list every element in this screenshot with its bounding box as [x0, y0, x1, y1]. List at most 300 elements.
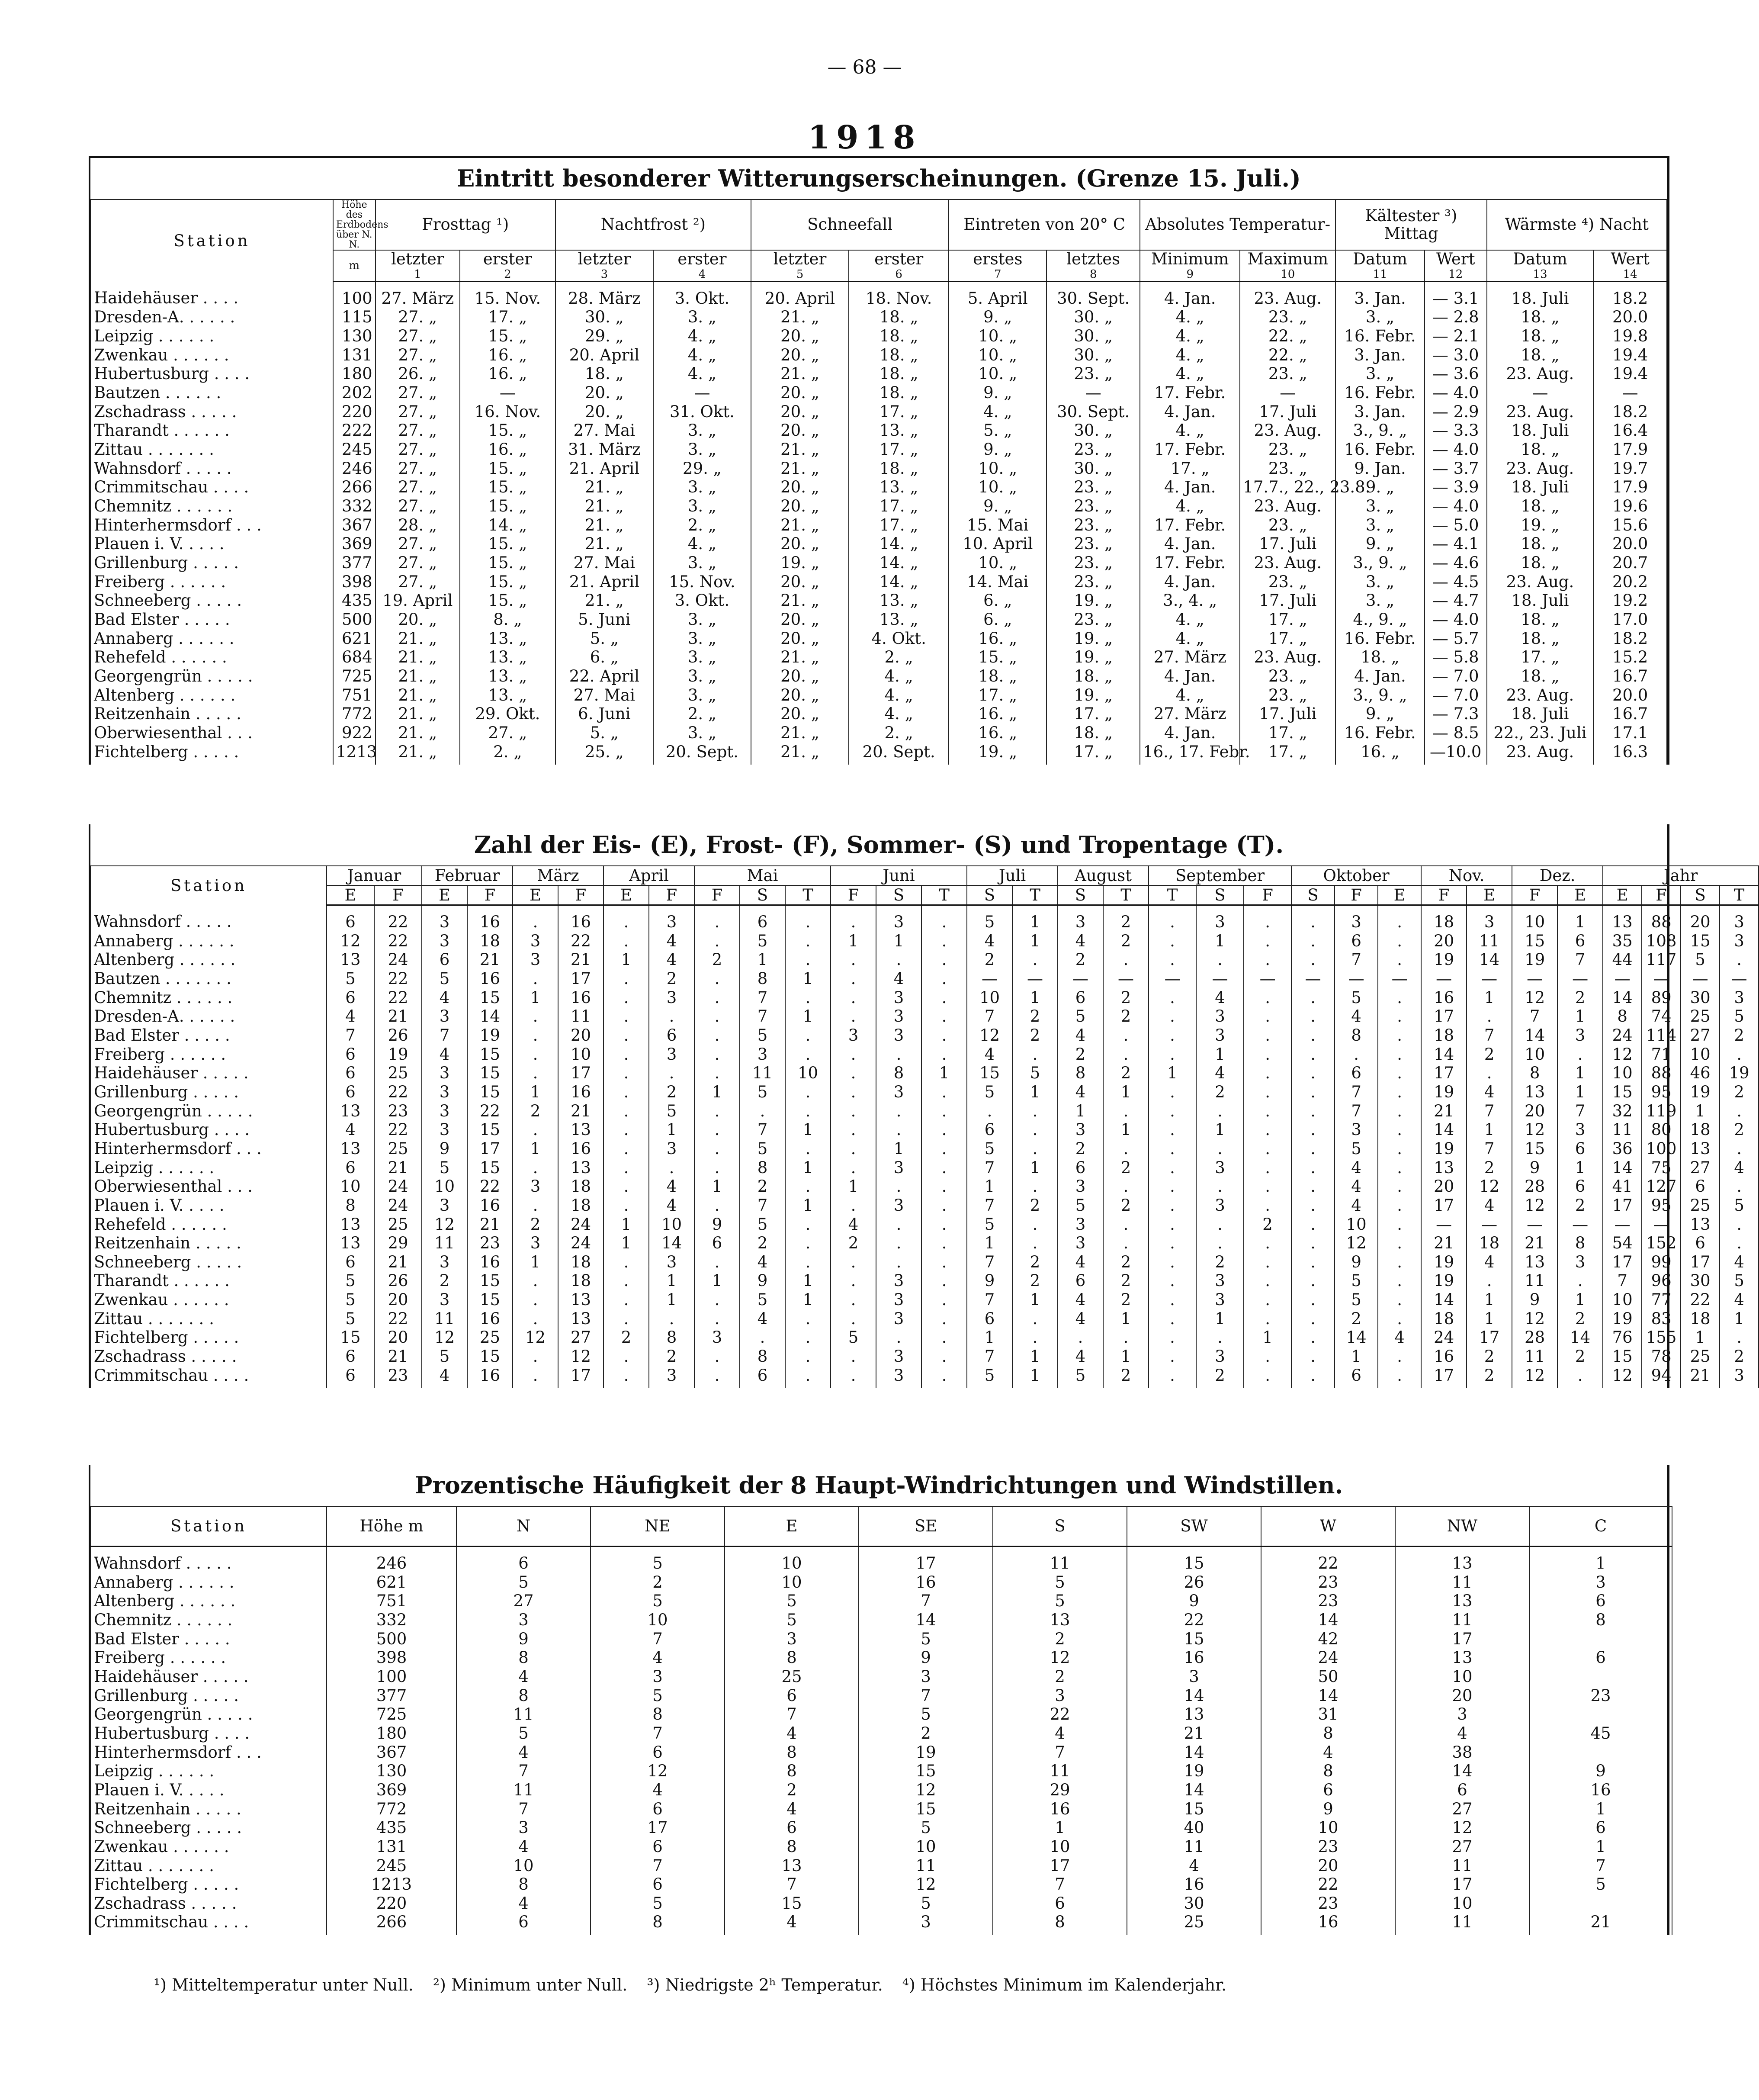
table-cell: 8	[740, 969, 785, 988]
table-cell: 3., 9. „	[1335, 553, 1425, 572]
table-cell: 6	[1681, 1177, 1720, 1196]
table-cell: 83	[1642, 1309, 1681, 1328]
table-cell: 96	[1642, 1271, 1681, 1290]
table-cell: 3	[1196, 1290, 1244, 1309]
station-name: Hinterhermsdorf . . .	[91, 1743, 327, 1762]
table-cell: — 4.7	[1425, 591, 1487, 610]
table-cell: 7	[1467, 1139, 1512, 1158]
table-cell: 1	[785, 1271, 831, 1290]
table-cell: 2	[859, 1724, 993, 1743]
day-type-header: E	[1603, 885, 1642, 905]
table-cell: 17.7., 22., 23.8.	[1240, 478, 1335, 497]
table-cell: 5	[740, 1290, 785, 1309]
table-cell: 7	[967, 1007, 1012, 1026]
table-cell: .	[1103, 1177, 1149, 1196]
station-name: Annaberg . . . . . .	[91, 1573, 327, 1592]
table-cell: 23. Aug.	[1487, 459, 1594, 478]
table-cell: 20. „	[751, 667, 849, 686]
table-cell: 3. „	[653, 629, 751, 648]
table-cell: —	[1593, 383, 1667, 402]
table-cell: 27. „	[376, 383, 460, 402]
table-cell: 12	[558, 1347, 603, 1366]
table-cell: 88	[1642, 905, 1681, 932]
table-row	[91, 1856, 1672, 1875]
table-cell: 1	[1557, 905, 1603, 932]
table-cell: 14	[859, 1611, 993, 1630]
table-cell: .	[1196, 1139, 1244, 1158]
table-cell: 3	[422, 1120, 467, 1139]
table-cell: 22	[374, 1083, 422, 1102]
table-cell: 14	[1512, 1026, 1557, 1045]
table-row	[91, 950, 1759, 969]
table-row	[91, 1875, 1672, 1894]
table-cell: .	[513, 1309, 558, 1328]
station-name: Zschadrass . . . . .	[91, 1347, 327, 1366]
table-cell: 1	[967, 1234, 1012, 1253]
table-cell: 35	[1603, 932, 1642, 951]
table-cell: 3	[1335, 905, 1378, 932]
station-name: Oberwiesenthal . . .	[91, 1177, 327, 1196]
table-cell: 23. Aug.	[1240, 497, 1335, 516]
table-cell: 3	[876, 905, 921, 932]
table-cell: 13	[327, 1139, 374, 1158]
table-cell: 3	[513, 1177, 558, 1196]
table-row	[91, 1328, 1759, 1347]
table-cell: .	[1557, 1045, 1603, 1064]
day-type-header: E	[603, 885, 649, 905]
day-type-header: T	[1149, 885, 1196, 905]
table-cell: 17. Febr.	[1140, 440, 1240, 459]
table-cell: 3. „	[653, 478, 751, 497]
table-cell: 18. „	[1487, 534, 1594, 553]
table-cell: .	[694, 1366, 740, 1389]
table-cell: 13	[327, 1102, 374, 1121]
station-header: Station	[91, 866, 327, 905]
table-cell: 6	[422, 950, 467, 969]
table-cell: 1	[1012, 905, 1058, 932]
table-cell: .	[1149, 1102, 1196, 1121]
table-cell: 5	[422, 969, 467, 988]
table-cell: 18. „	[1487, 346, 1594, 365]
table-cell: .	[1244, 1083, 1291, 1102]
table-cell: 3. Okt.	[653, 591, 751, 610]
table-cell: .	[921, 988, 967, 1007]
table-cell: .	[603, 1196, 649, 1215]
table-cell: 30. „	[1046, 308, 1140, 327]
table-cell: 377	[333, 553, 376, 572]
table-cell: 1	[694, 1177, 740, 1196]
table-cell: 2	[1244, 1215, 1291, 1234]
station-header: Station	[91, 199, 333, 281]
table-cell: 10	[1395, 1894, 1529, 1913]
table-cell: 9. „	[949, 440, 1046, 459]
table-cell: 6	[740, 1366, 785, 1389]
table-cell: 10. „	[949, 346, 1046, 365]
table-cell: 3. „	[653, 553, 751, 572]
table-cell: 1	[1557, 1158, 1603, 1177]
table-cell: 78	[1642, 1347, 1681, 1366]
table-cell: 4. Jan.	[1335, 667, 1425, 686]
table-cell: .	[921, 1120, 967, 1139]
table-cell: 4	[422, 1045, 467, 1064]
table-row	[91, 591, 1667, 610]
table-row	[91, 1686, 1672, 1705]
table-cell: .	[1012, 1215, 1058, 1234]
table-cell: .	[1149, 1253, 1196, 1272]
table-cell: 95	[1642, 1083, 1681, 1102]
table-cell: 19	[1421, 950, 1467, 969]
year-heading: 1918	[808, 119, 921, 156]
table-row	[91, 1271, 1759, 1290]
station-name: Dresden-A. . . . . .	[91, 308, 333, 327]
table-cell: 4. Jan.	[1140, 478, 1240, 497]
table-cell: .	[1196, 1328, 1244, 1347]
table-cell: .	[1103, 1234, 1149, 1253]
table-cell: 15.6	[1593, 516, 1667, 535]
table-cell: 10. „	[949, 327, 1046, 346]
table-cell: 22. „	[1240, 346, 1335, 365]
table-cell: 26	[1127, 1573, 1261, 1592]
day-type-header: T	[921, 885, 967, 905]
table-cell: 21. „	[555, 516, 653, 535]
wind-direction-header: W	[1261, 1506, 1395, 1547]
day-type-header: F	[831, 885, 876, 905]
table-cell: 18	[1421, 905, 1467, 932]
table-cell: 6	[1335, 932, 1378, 951]
table-cell: —	[1557, 1215, 1603, 1234]
station-name: Dresden-A. . . . . .	[91, 1007, 327, 1026]
table-cell: 22. April	[555, 667, 653, 686]
table-cell: 18	[558, 1177, 603, 1196]
table-cell: 1	[1720, 1309, 1759, 1328]
table-cell: .	[1720, 1139, 1759, 1158]
table-cell: 1	[876, 932, 921, 951]
table-cell: .	[513, 1347, 558, 1366]
table-cell: 18. „	[1487, 629, 1594, 648]
table-cell: 18. „	[1487, 667, 1594, 686]
table-cell: 13. „	[460, 667, 555, 686]
table-cell: 5	[327, 969, 374, 988]
table-cell: .	[649, 1309, 694, 1328]
table-cell: .	[831, 1253, 876, 1272]
table-cell: .	[1012, 1309, 1058, 1328]
table-cell: .	[740, 1102, 785, 1121]
table-cell: 17. „	[1140, 459, 1240, 478]
table-cell: 14	[649, 1234, 694, 1253]
table-cell: 2	[1557, 988, 1603, 1007]
table-cell: — 2.8	[1425, 308, 1487, 327]
table-cell: .	[1196, 1215, 1244, 1234]
table-cell: 18	[558, 1196, 603, 1215]
table-cell: 15. „	[460, 459, 555, 478]
table-cell: 4	[649, 1196, 694, 1215]
table-row	[91, 516, 1667, 535]
table-cell: .	[1244, 1271, 1291, 1290]
table-cell: 7	[422, 1026, 467, 1045]
table-cell: 266	[327, 1913, 456, 1935]
column-subheader	[653, 250, 751, 281]
table-cell: 71	[1642, 1045, 1681, 1064]
table-cell: .	[1378, 1366, 1421, 1389]
table-cell: 13	[1512, 1253, 1557, 1272]
table-cell: 12	[422, 1328, 467, 1347]
table-cell: 23. „	[1046, 516, 1140, 535]
table-cell: 8	[649, 1328, 694, 1347]
table-cell: 4	[1261, 1743, 1395, 1762]
table-cell: .	[603, 1366, 649, 1389]
table-cell: 19	[1421, 1253, 1467, 1272]
table-cell: .	[694, 1102, 740, 1121]
table-cell: 7	[327, 1026, 374, 1045]
table-cell: .	[831, 1120, 876, 1139]
station-name: Hubertusburg . . . .	[91, 1120, 327, 1139]
table-cell: 17	[1467, 1328, 1512, 1347]
table-cell: 1213	[327, 1875, 456, 1894]
table-cell: 8	[1058, 1064, 1103, 1083]
table-cell: .	[876, 1177, 921, 1196]
table-cell: 3	[993, 1686, 1127, 1705]
table-cell: 17. „	[1046, 704, 1140, 724]
table-cell: 7	[456, 1800, 591, 1819]
table-cell: — 5.0	[1425, 516, 1487, 535]
table-cell: .	[831, 1290, 876, 1309]
table-cell: 23. „	[1046, 478, 1140, 497]
table-cell: 10	[1681, 1045, 1720, 1064]
table-cell: 22	[374, 905, 422, 932]
table-cell: 3	[422, 1007, 467, 1026]
table-cell: 6	[327, 1366, 374, 1389]
month-header: Mai	[694, 866, 831, 885]
table-cell: 20	[1421, 1177, 1467, 1196]
table-cell: 4	[1335, 1007, 1378, 1026]
table-cell: 2	[1012, 1253, 1058, 1272]
table-cell: — 3.3	[1425, 421, 1487, 440]
column-label: letztes	[1066, 250, 1120, 269]
table-cell: 8	[740, 1347, 785, 1366]
table-cell: 17. „	[1240, 724, 1335, 743]
table-cell: 4	[649, 950, 694, 969]
table-cell: 10	[1335, 1215, 1378, 1234]
table-cell: 8	[725, 1743, 859, 1762]
table-cell: 4. Jan.	[1140, 572, 1240, 592]
table-row	[91, 1215, 1759, 1234]
day-type-header: E	[513, 885, 558, 905]
table-cell: .	[513, 1271, 558, 1290]
table-cell: 27. März	[376, 281, 460, 308]
table-cell: .	[1012, 1328, 1058, 1347]
table-cell: 4. „	[653, 327, 751, 346]
table-cell: 6	[725, 1818, 859, 1837]
table-cell: 4	[1467, 1196, 1512, 1215]
table-cell: 3. „	[653, 421, 751, 440]
table-cell: 14	[1603, 1158, 1642, 1177]
ice-frost-days-table	[90, 865, 1759, 1388]
table-cell: 1	[513, 1083, 558, 1102]
table-cell: 15	[467, 1271, 513, 1290]
table-cell: 16. „	[949, 704, 1046, 724]
table-cell: 30	[1681, 988, 1720, 1007]
station-name: Leipzig . . . . . .	[91, 1158, 327, 1177]
table-cell: 2	[1335, 1309, 1378, 1328]
table-cell: 29. „	[555, 327, 653, 346]
table-cell: 3	[1335, 1120, 1378, 1139]
table-cell: 17. „	[849, 497, 949, 516]
table-cell: 4	[1395, 1724, 1529, 1743]
table-cell: .	[513, 1026, 558, 1045]
column-subheader	[751, 250, 849, 281]
table-cell: 13	[1681, 1139, 1720, 1158]
table-cell: .	[1378, 1120, 1421, 1139]
table-cell: 152	[1642, 1234, 1681, 1253]
table-cell: .	[921, 1026, 967, 1045]
table-cell: 3	[1720, 988, 1759, 1007]
table-cell: 19. „	[1046, 686, 1140, 705]
table-row	[91, 1781, 1672, 1800]
station-name: Bad Elster . . . . .	[91, 1026, 327, 1045]
table-cell: 16.7	[1593, 667, 1667, 686]
table-cell: 3	[1196, 1196, 1244, 1215]
table-cell: 20.0	[1593, 308, 1667, 327]
table-cell: 2	[993, 1630, 1127, 1649]
table-cell: —	[1378, 969, 1421, 988]
table-cell: 77	[1642, 1290, 1681, 1309]
table-cell: 1	[1557, 1083, 1603, 1102]
table-cell: .	[785, 1253, 831, 1272]
table-cell: 3	[422, 1253, 467, 1272]
day-type-header: F	[558, 885, 603, 905]
table-cell: 10	[1603, 1064, 1642, 1083]
table-row	[91, 1894, 1672, 1913]
table-cell: —	[653, 383, 751, 402]
table-cell: .	[603, 969, 649, 988]
station-name: Fichtelberg . . . . .	[91, 1875, 327, 1894]
table-cell: 21. „	[751, 516, 849, 535]
table-cell: 131	[327, 1837, 456, 1856]
table-cell: — 5.8	[1425, 648, 1487, 667]
table-cell: 14	[1557, 1328, 1603, 1347]
table-cell: 10	[993, 1837, 1127, 1856]
group-header: Absolutes Temperatur-	[1140, 199, 1335, 250]
table-cell: 29. „	[653, 459, 751, 478]
table-row	[91, 1083, 1759, 1102]
table-cell: 18. „	[1487, 610, 1594, 629]
table-cell: 21	[1512, 1234, 1557, 1253]
table-cell: 1	[649, 1290, 694, 1309]
station-name: Rehefeld . . . . . .	[91, 1215, 327, 1234]
table-cell: .	[921, 1328, 967, 1347]
table-cell: 23. Aug.	[1487, 572, 1594, 592]
table-cell: .	[694, 1196, 740, 1215]
table-cell: 17. „	[1046, 743, 1140, 765]
table-cell: 25	[1681, 1196, 1720, 1215]
station-name: Wahnsdorf . . . . .	[91, 905, 327, 932]
table-cell: 7	[740, 1007, 785, 1026]
table-cell: .	[967, 1102, 1012, 1121]
table-cell: 4	[591, 1648, 725, 1667]
wind-direction-header: SE	[859, 1506, 993, 1547]
table-cell: 21	[1127, 1724, 1261, 1743]
wind-direction-header: C	[1529, 1506, 1672, 1547]
table-cell: 9	[422, 1139, 467, 1158]
table-cell: 13	[1603, 905, 1642, 932]
table-cell: 7	[725, 1875, 859, 1894]
table-cell: 15	[467, 988, 513, 1007]
table-cell: 14	[1261, 1611, 1395, 1630]
table-cell: 18	[1681, 1120, 1720, 1139]
table-cell: .	[603, 1045, 649, 1064]
table-cell: .	[831, 1158, 876, 1177]
table-cell: — 3.7	[1425, 459, 1487, 478]
table-cell: 3	[422, 1083, 467, 1102]
table-cell: 11	[1395, 1611, 1529, 1630]
table-cell: 16. „	[460, 440, 555, 459]
table-cell: 435	[327, 1818, 456, 1837]
table-cell: 14	[1127, 1686, 1261, 1705]
month-header: August	[1058, 866, 1149, 885]
table-cell: 5	[740, 1215, 785, 1234]
table-cell: 1	[1557, 1290, 1603, 1309]
table-cell: 10	[558, 1045, 603, 1064]
table-cell: 13. „	[460, 686, 555, 705]
column-label: Maximum	[1247, 250, 1329, 269]
column-number: 8	[1089, 268, 1097, 281]
table-cell: 3	[1058, 1215, 1103, 1234]
table-cell: 4	[967, 1045, 1012, 1064]
day-type-header: E	[1378, 885, 1421, 905]
table-cell: 18. „	[555, 364, 653, 383]
table-cell: 25. „	[555, 743, 653, 765]
table-cell: .	[1291, 1064, 1335, 1083]
table-cell: 7	[967, 1196, 1012, 1215]
table-cell: 7	[967, 1290, 1012, 1309]
table-cell: 16. Febr.	[1335, 440, 1425, 459]
table-cell: 25	[374, 1064, 422, 1083]
station-name: Rehefeld . . . . . .	[91, 648, 333, 667]
table-cell: 6	[1529, 1648, 1672, 1667]
table-cell: 15	[467, 1064, 513, 1083]
table-cell: .	[1244, 1158, 1291, 1177]
table-cell: 3	[456, 1818, 591, 1837]
table-cell: 24	[374, 1177, 422, 1196]
table-cell: 16	[467, 969, 513, 988]
table-cell: 19	[1512, 950, 1557, 969]
table-cell: .	[831, 1347, 876, 1366]
table-cell: 12	[1603, 1045, 1642, 1064]
table-row	[91, 610, 1667, 629]
month-header: Februar	[422, 866, 513, 885]
day-type-header: T	[1720, 885, 1759, 905]
table-cell: .	[831, 1196, 876, 1215]
station-name: Bad Elster . . . . .	[91, 610, 333, 629]
table-cell: 27. Mai	[555, 553, 653, 572]
table-cell: 3. „	[1335, 497, 1425, 516]
table-cell: 44	[1603, 950, 1642, 969]
table-cell: 6	[327, 1083, 374, 1102]
table-cell: .	[921, 1290, 967, 1309]
weather-events-table	[90, 199, 1667, 765]
table-cell: 2. „	[849, 648, 949, 667]
table-cell: 20. „	[555, 402, 653, 421]
table-cell: 18.2	[1593, 629, 1667, 648]
table-cell: 30. „	[555, 308, 653, 327]
table-cell: .	[1291, 1045, 1335, 1064]
table-cell: 23. „	[1240, 686, 1335, 705]
table-cell: 9	[1261, 1800, 1395, 1819]
table-cell: 3	[1196, 1158, 1244, 1177]
table-cell: 1	[603, 1215, 649, 1234]
table-row	[91, 478, 1667, 497]
table-cell: 332	[333, 497, 376, 516]
